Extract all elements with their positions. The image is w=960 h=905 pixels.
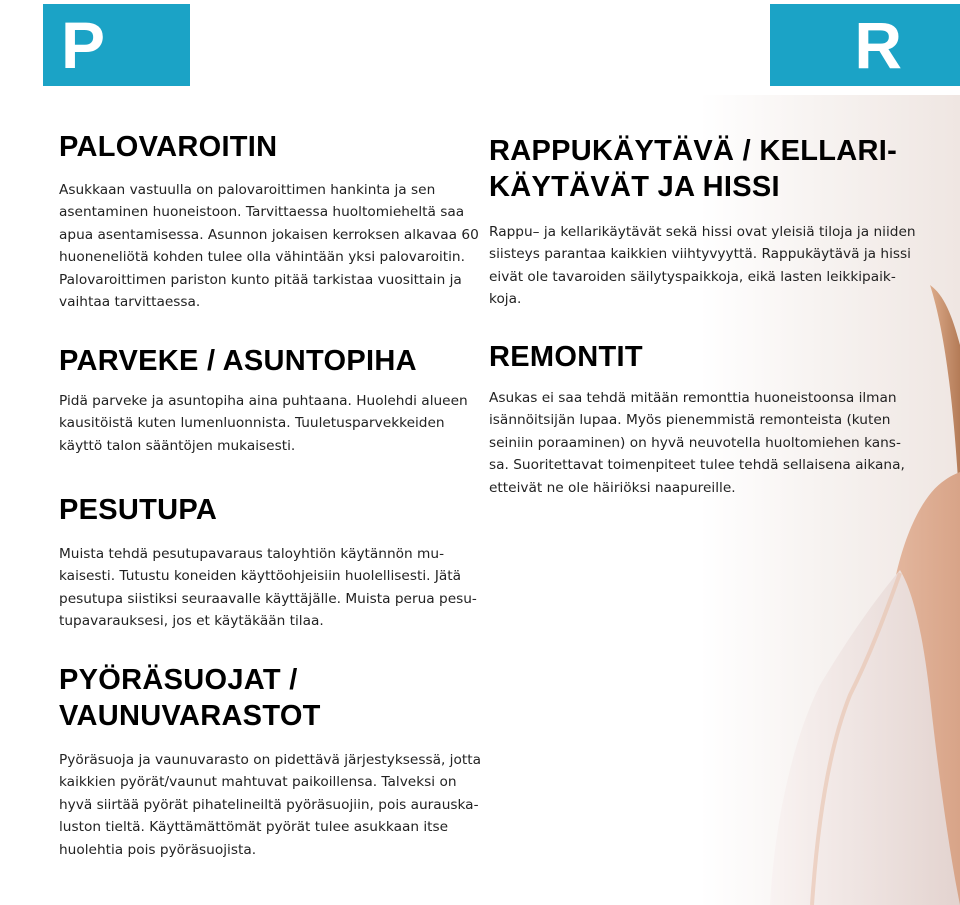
- letter-tab-p: [43, 4, 190, 86]
- text-line: Palovaroittimen pariston kunto pitää tarkistaa vuosittain ja: [59, 271, 462, 288]
- text-line: eivät ole tavaroiden säilytyspaikkoja, eikä lasten leikkipaik-: [489, 268, 896, 285]
- letter-tab-p-label: P: [61, 8, 106, 82]
- letter-tab-r-label: R: [854, 8, 902, 82]
- body-rappukaytava: [489, 221, 919, 311]
- section-palovaroitin: [59, 129, 479, 313]
- text-line: Asukkaan vastuulla on palovaroittimen hankinta ja sen: [59, 182, 436, 198]
- body-palovaroitin: [59, 179, 479, 313]
- text-line: tupavarauksesi, jos et käytäkään tilaa.: [59, 613, 324, 630]
- body-pesutupa: [59, 543, 479, 633]
- text-line: Rappu– ja kellarikäytävät sekä hissi ovat yleisiä tiloja ja niiden: [489, 224, 916, 240]
- text-line: seiniin poraaminen) on hyvä neuvotella huoltomiehen kans-: [489, 434, 901, 451]
- section-remontit: [489, 339, 909, 499]
- text-line: etteivät ne ole häiriöksi naapureille.: [489, 479, 736, 496]
- body-parveke: [59, 390, 479, 457]
- text-line: asentaminen huoneistoon. Tarvittaessa huoltomieheltä saa: [59, 204, 465, 221]
- text-line: kaikkien pyörät/vaunut mahtuvat paikoillensa. Talveksi on: [59, 774, 457, 791]
- heading-rappukaytava: [489, 133, 919, 205]
- heading-line: PARVEKE / ASUNTOPIHA: [59, 345, 417, 377]
- heading-line: VAUNUVARASTOT: [59, 700, 321, 732]
- heading-line: REMONTIT: [489, 341, 643, 373]
- text-line: Asukas ei saa tehdä mitään remonttia huoneistoonsa ilman: [489, 390, 897, 406]
- text-line: apua asentamisessa. Asunnon jokaisen kerroksen alkavaa 60: [59, 226, 479, 243]
- text-line: Pidä parveke ja asuntopiha aina puhtaana. Huolehdi alueen: [59, 393, 468, 409]
- section-pyorasuojat: [59, 662, 479, 861]
- text-line: sa. Suoritettavat toimenpiteet tulee tehdä sellaisena aikana,: [489, 457, 905, 474]
- text-line: Muista tehdä pesutupavaraus taloyhtiön käytännön mu-: [59, 546, 445, 562]
- heading-pyorasuojat: [59, 662, 479, 734]
- text-line: huoneneliötä kohden tulee olla vähintään yksi palovaroitin.: [59, 249, 465, 266]
- text-line: pesutupa siistiksi seuraavalle käyttäjälle. Muista perua pesu-: [59, 590, 477, 607]
- text-line: siisteys parantaa kaikkien viihtyvyyttä. Rappukäytävä ja hissi: [489, 246, 911, 263]
- text-line: kausitöistä kuten lumenluonnista. Tuuletusparvekkeiden: [59, 415, 445, 432]
- section-parveke: [59, 343, 479, 457]
- text-line: hyvä siirtää pyörät pihatelineiltä pyöräsuojiin, pois aurauska-: [59, 796, 479, 813]
- text-line: isännöitsijän lupaa. Myös pienemmistä remonteista (kuten: [489, 412, 891, 429]
- heading-pesutupa: [59, 492, 479, 528]
- section-pesutupa: [59, 492, 479, 633]
- text-line: luston tieltä. Käyttämättömät pyörät tulee asukkaan itse: [59, 819, 449, 836]
- heading-line: RAPPUKÄYTÄVÄ / KELLARI-: [489, 135, 898, 167]
- text-line: vaihtaa tarvittaessa.: [59, 294, 201, 311]
- body-remontit: [489, 387, 909, 499]
- letter-tab-r: [770, 4, 960, 86]
- text-line: kaisesti. Tutustu koneiden käyttöohjeisiin huolellisesti. Jätä: [59, 568, 462, 585]
- text-line: koja.: [489, 291, 522, 308]
- text-line: Pyöräsuoja ja vaunuvarasto on pidettävä järjestyksessä, jotta: [59, 752, 481, 768]
- heading-parveke: [59, 343, 479, 379]
- heading-line: PESUTUPA: [59, 494, 218, 526]
- heading-line: PYÖRÄSUOJAT /: [59, 664, 298, 696]
- heading-palovaroitin: [59, 129, 479, 165]
- text-line: käyttö talon sääntöjen mukaisesti.: [59, 437, 296, 454]
- heading-line: KÄYTÄVÄT JA HISSI: [489, 171, 780, 203]
- heading-remontit: [489, 339, 909, 375]
- heading-line: PALOVAROITIN: [59, 131, 278, 163]
- text-line: huolehtia pois pyöräsuojista.: [59, 841, 257, 858]
- body-pyorasuojat: [59, 749, 479, 861]
- section-rappukaytava: [489, 133, 919, 311]
